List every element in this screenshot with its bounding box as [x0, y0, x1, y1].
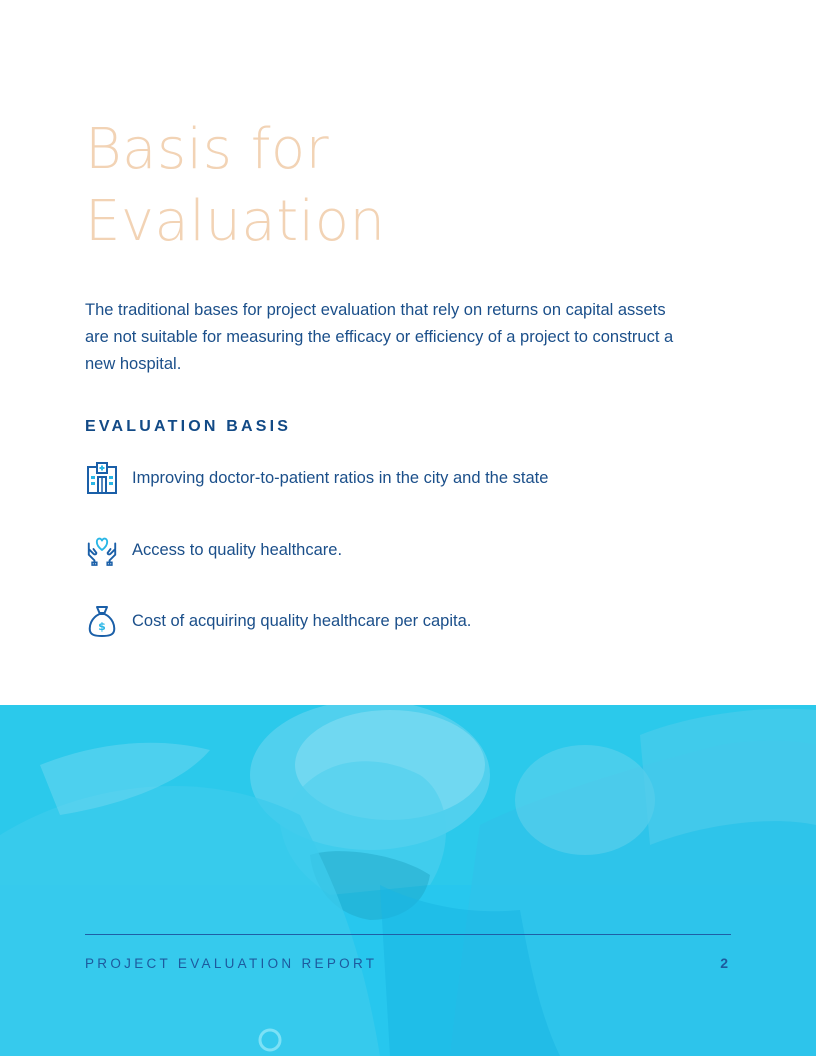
- money-bag-icon: [85, 603, 119, 639]
- surgery-hero-image: [0, 705, 816, 1056]
- page-number: 2: [720, 955, 728, 971]
- list-item-label: Access to quality healthcare.: [132, 540, 343, 559]
- list-item-label: Improving doctor-to-patient ratios in the city and the state: [132, 468, 549, 487]
- hospital-building-icon: [85, 460, 119, 496]
- section-heading: EVALUATION BASIS: [85, 418, 292, 435]
- list-item-doctor-ratio: [85, 458, 548, 498]
- surgeons-illustration: [0, 705, 816, 1056]
- list-item-label: Cost of acquiring quality healthcare per capita.: [132, 611, 472, 630]
- svg-text:$: $: [98, 620, 106, 633]
- heart-in-hands-icon: [85, 532, 119, 568]
- page-title-line-1: Basis for: [85, 117, 330, 182]
- page-title-line-2: Evaluation: [85, 189, 386, 254]
- page-title: [85, 114, 385, 258]
- list-item-cost-per-capita: [85, 601, 471, 641]
- list-item-healthcare-access: [85, 530, 342, 570]
- footer-divider: [85, 934, 731, 935]
- footer-report-title: PROJECT EVALUATION REPORT: [85, 956, 378, 971]
- intro-paragraph: The traditional bases for project evaluation that rely on returns on capital assets are not suitable for measuring the efficacy or efficiency of a project to construct a new hospital.: [85, 301, 674, 373]
